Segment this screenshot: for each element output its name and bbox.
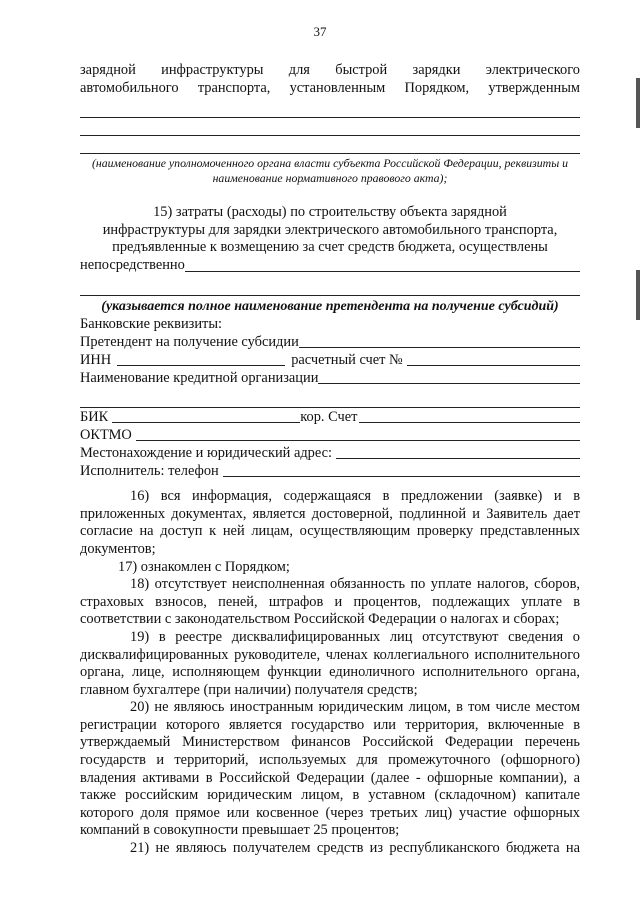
blank-line — [80, 139, 580, 154]
account-label: расчетный счет № — [291, 351, 403, 368]
address-input-line[interactable] — [336, 444, 580, 459]
item15-line: предъявленные к возмещению за счет средств бюджета, осуществлены — [112, 239, 548, 256]
credit-org-input-line[interactable] — [318, 369, 580, 384]
text-line: зарядной инфраструктуры для быстрой зарядки электрического — [80, 62, 580, 78]
document-body — [80, 62, 580, 858]
item15-row — [80, 257, 580, 275]
inn-input-line[interactable] — [117, 351, 285, 366]
blank-line[interactable] — [80, 393, 580, 408]
oktmo-input-line[interactable] — [136, 426, 580, 441]
blank-line — [80, 121, 580, 136]
applicant-input-line[interactable] — [299, 333, 580, 348]
blank-line — [80, 103, 580, 118]
scan-edge-mark — [636, 78, 640, 128]
applicant-label: Претендент на получение субсидии — [80, 333, 299, 350]
address-row — [80, 444, 580, 462]
item-18: 18) отсутствует неисполненная обязанность по уплате налогов, сборов, страховых взносов, пеней, штрафов и процентов, подлежащих уплате в соответствии с законодательством Российской Федерации о налогах и сборах; — [80, 576, 580, 628]
credit-org-label: Наименование кредитной организации — [80, 369, 319, 386]
text-line: автомобильного транспорта, установленным Порядком, утвержденным — [80, 79, 580, 96]
item-17: 17) ознакомлен с Порядком; — [118, 558, 290, 575]
direct-input-line[interactable] — [185, 257, 580, 272]
inn-row — [80, 351, 580, 369]
address-label: Местонахождение и юридический адрес: — [80, 444, 333, 461]
bik-row — [80, 408, 580, 426]
applicant-row — [80, 333, 580, 351]
item15-label: непосредственно — [80, 257, 185, 274]
oktmo-row — [80, 426, 580, 444]
bik-label: БИК — [80, 408, 109, 425]
corr-label: кор. Счет — [300, 408, 358, 425]
item-19: 19) в реестре дисквалифицированных лиц отсутствуют сведения о дисквалифицированных руководителе, членах коллегиального исполнительного органа, лице, исполняющем функции единоличного исполнительного органа, главном бухгалтере (при наличии) получателя средств; — [80, 628, 580, 698]
bank-title: Банковские реквизиты: — [80, 315, 222, 332]
account-input-line[interactable] — [407, 351, 580, 366]
item-16: 16) вся информация, содержащаяся в предложении (заявке) и в приложенных документах, является достоверной, подлинной и Заявитель дает согласие на доступ к ней лицам, осуществляющим проверку представленных документов; — [80, 488, 580, 557]
oktmo-label: ОКТМО — [80, 426, 132, 443]
bik-input-line[interactable] — [112, 408, 300, 423]
item-20: 20) не являюсь иностранным юридическим лицом, в том числе местом регистрации которого является государство или территория, включенные в утверждаемый Министерством финансов Российской Федерации перечень государств и территорий, используемых для промежуточного (офшорного) владения активами в Российской Федерации (далее - офшорные компании), а также российским юридическим лицом, в уставном (складочном) капитале которого доля прямое или косвенное (через третьих лиц) участие офшорных компаний в совокупности превышает 25 процентов; — [80, 699, 580, 839]
note-applicant: (указывается полное наименование претендента на получение субсидий) — [101, 298, 559, 314]
inn-label: ИНН — [80, 351, 112, 368]
credit-org-row — [80, 369, 580, 387]
corr-input-line[interactable] — [359, 408, 580, 423]
blank-line[interactable] — [80, 281, 580, 296]
note-authority: (наименование уполномоченного органа власти субъекта Российской Федерации, реквизиты и наименование нормативного правового акта); — [91, 156, 569, 186]
scan-edge-mark — [636, 270, 640, 320]
executor-row — [80, 462, 580, 480]
page-number: 37 — [313, 24, 327, 39]
executor-label: Исполнитель: телефон — [80, 462, 219, 479]
executor-input-line[interactable] — [223, 462, 580, 477]
item15-line: инфраструктуры для зарядки электрического автомобильного транспорта, — [102, 221, 558, 238]
item-21: 21) не являюсь получателем средств из республиканского бюджета на — [130, 840, 580, 857]
item15-line: 15) затраты (расходы) по строительству объекта зарядной — [153, 204, 507, 221]
